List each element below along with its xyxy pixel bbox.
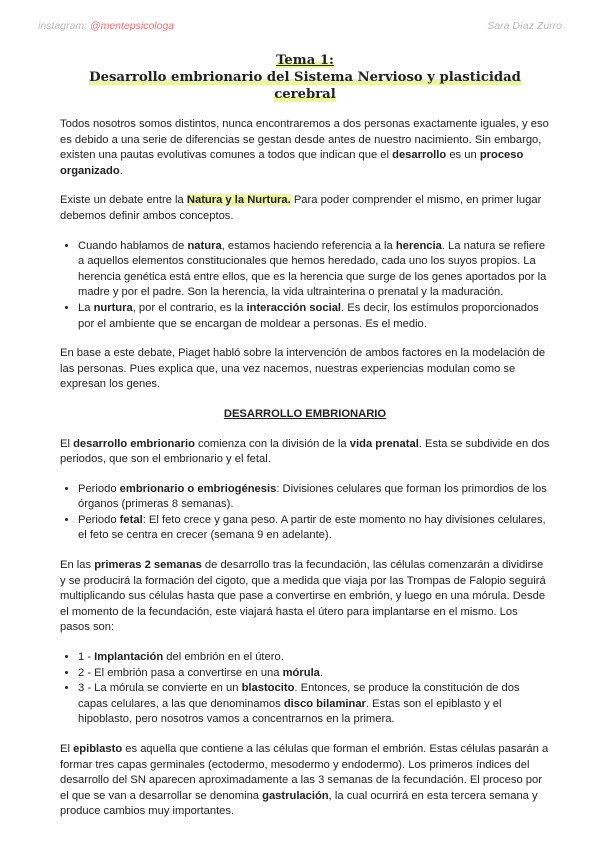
list-item: • 3 - La mórula se convierte en un blastocito. Entonces, se produce la constitución de dos capas celulares, a las que denominamos disco bilaminar. Estas son el epiblasto y el hipoblasto, pero nosotros vamos a concentrarnos en la primera.	[78, 681, 550, 728]
section-title: DESARROLLO EMBRIONARIO	[223, 407, 387, 420]
list-item: • 1 - Implantación del embrión en el útero.	[78, 650, 550, 666]
paragraph-piaget: En base a este debate, Piaget habló sobre la intervención de ambos factores en la modelación de las personas. Pues explica que, una vez nacemos, nuestras experiencias modulan como se expresan los genes.	[60, 347, 546, 391]
list-item: • La nurtura, por el contrario, es la interacción social. Es decir, los estímulos proporcionados por el ambiente que se encargan de moldear a personas. Es el medio.	[78, 301, 550, 332]
page-header	[38, 20, 562, 36]
paragraph-intro: Todos nosotros somos distintos, nunca encontraremos a dos personas exactamente iguales, y eso es debido a una serie de diferencias se gestan desde antes de nuestro nacimiento. Sin embargo, existen una pautas evolutivas comunes a todos que indican que el desarrollo es un proceso organizado.	[60, 118, 549, 177]
author-name: Sara Díaz Zurro	[487, 20, 562, 32]
list-pasos	[60, 650, 550, 728]
list-natura-nurtura	[60, 239, 550, 333]
instagram-credit	[38, 20, 174, 32]
list-periodos	[60, 482, 550, 544]
document-body	[60, 52, 550, 834]
title-line-1: Tema 1:	[276, 53, 334, 68]
list-item: • Periodo embrionario o embriogénesis: Divisiones celulares que forman los primordios de los órganos (primeras 8 semanas).	[78, 482, 550, 513]
title-line-2: Desarrollo embrionario del Sistema Nervioso y plasticidad cerebral	[89, 70, 521, 102]
paragraph-desarrollo: El desarrollo embrionario comienza con la división de la vida prenatal. Esta se subdivide en dos periodos, que son el embrionario y el fetal.	[60, 437, 550, 466]
list-item: • Cuando hablamos de natura, estamos haciendo referencia a la herencia. La natura se refiere a aquellos elementos constitucionales que hemos heredado, cada uno los suyos propios. La herencia genética está entre ellos, que es la herencia que surge de los genes aportados por la madre y por el padre. Son la herencia, la vida ultrainterina o prenatal y la maduración.	[78, 239, 550, 301]
list-item: • Periodo fetal: El feto crece y gana peso. A partir de este momento no hay divisiones celulares, el feto se centra en crecer (semana 9 en adelante).	[78, 513, 550, 544]
paragraph-primeras-semanas: En las primeras 2 semanas de desarrollo tras la fecundación, las células comenzarán a dividirse y se producirá la formación del cigoto, que a medida que viaja por las Trompas de Falopio seguirá multiplicando sus células hasta que pase a convertirse en embrión, y luego en una mórula. Desde el momento de la fecundación, este viajará hasta el útero para implantarse en el mismo. Los pasos son:	[60, 559, 546, 634]
instagram-prefix: instagram:	[38, 20, 90, 32]
instagram-handle[interactable]: @mentepsicologa	[89, 20, 175, 32]
highlight-natura-nurtura: Natura y la Nurtura.	[186, 194, 291, 207]
list-item: • 2 - El embrión pasa a convertirse en una mórula.	[78, 666, 550, 682]
document-title	[60, 52, 550, 103]
paragraph-debate: Existe un debate entre la Natura y la Nurtura. Para poder comprender el mismo, en primer lugar debemos definir ambos conceptos.	[60, 194, 542, 222]
paragraph-epiblasto: El epiblasto es aquella que contiene a las células que forman el embrión. Estas células pasarán a formar tres capas germinales (ectodermo, mesodermo y endodermo). Los primeros índices del desarrollo del SN aparecen aproximadamente a las 3 semanas de la fecundación. El proceso por el que se van a desarrollar se denomina gastrulación, la cual ocurrirá en esta tercera semana y produce cambios muy importantes.	[60, 743, 549, 818]
